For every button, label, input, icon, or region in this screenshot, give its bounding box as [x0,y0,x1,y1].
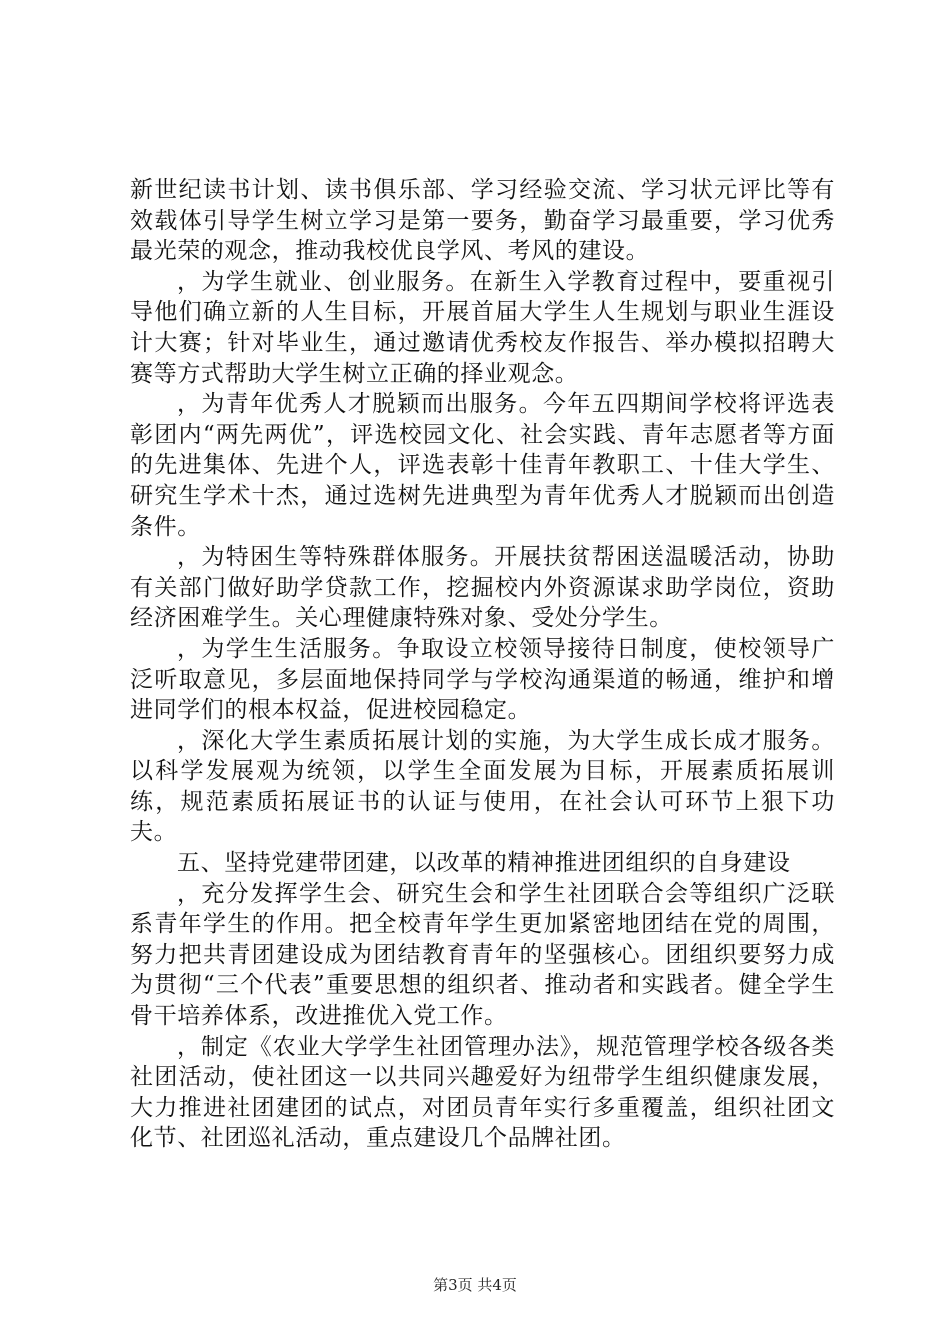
paragraph-1: 新世纪读书计划、读书俱乐部、学习经验交流、学习状元评比等有效载体引导学生树立学习是第一要务，勤奋学习最重要，学习优秀最光荣的观念，推动我校优良学风、考风的建设。 [130,177,835,265]
page-number-footer: 第3页 共4页 [433,1276,517,1294]
paragraph-7: ，充分发挥学生会、研究生会和学生社团联合会等组织广泛联系青年学生的作用。把全校青年学生更加紧密地团结在党的周围，努力把共青团建设成为团结教育青年的坚强核心。团组织要努力成为贯彻“三个代表”重要思想的组织者、推动者和实践者。健全学生骨干培养体系，改进推优入党工作。 [130,880,835,1030]
section-heading-five: 五、坚持党建带团建，以改革的精神推进团组织的自身建设 [177,850,791,877]
paragraph-4: ，为特困生等特殊群体服务。开展扶贫帮困送温暖活动，协助有关部门做好助学贷款工作，挖掘校内外资源谋求助学岗位，资助经济困难学生。关心理健康特殊对象、受处分学生。 [130,544,835,632]
document-body [130,175,835,1154]
paragraph-3: ，为青年优秀人才脱颖而出服务。今年五四期间学校将评选表彰团内“两先两优”，评选校园文化、社会实践、青年志愿者等方面的先进集体、先进个人，评选表彰十佳青年教职工、十佳大学生、研究生学术十杰，通过选树先进典型为青年优秀人才脱颖而出创造条件。 [130,391,835,540]
paragraph-2: ，为学生就业、创业服务。在新生入学教育过程中，要重视引导他们确立新的人生目标，开展首届大学生人生规划与职业生涯设计大赛；针对毕业生，通过邀请优秀校友作报告、举办模拟招聘大赛等方式帮助大学生树立正确的择业观念。 [130,268,835,387]
paragraph-6: ，深化大学生素质拓展计划的实施，为大学生成长成才服务。以科学发展观为统领，以学生全面发展为目标，开展素质拓展训练，规范素质拓展证书的认证与使用，在社会认可环节上狠下功夫。 [130,727,835,846]
paragraph-5: ，为学生生活服务。争取设立校领导接待日制度，使校领导广泛听取意见，多层面地保持同学与学校沟通渠道的畅通，维护和增进同学们的根本权益，促进校园稳定。 [130,635,835,724]
paragraph-8: ，制定《农业大学学生社团管理办法》，规范管理学校各级各类社团活动，使社团这一以共同兴趣爱好为纽带学生组织健康发展，大力推进社团建团的试点，对团员青年实行多重覆盖，组织社团文化节、社团巡礼活动，重点建设几个品牌社团。 [130,1033,835,1152]
